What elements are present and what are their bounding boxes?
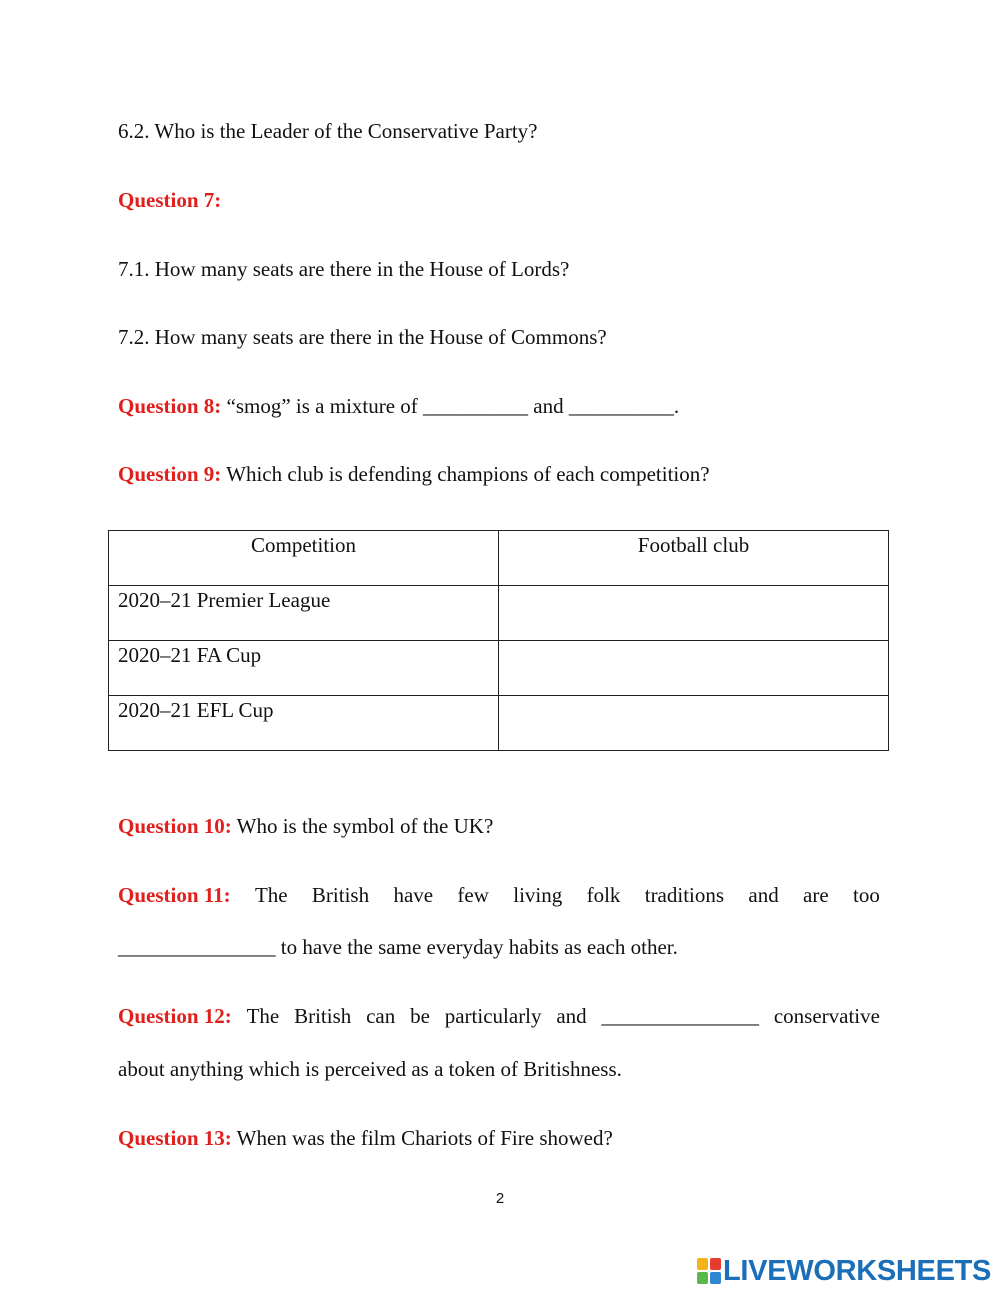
question-8 [118,394,679,418]
table-row [109,586,889,641]
word: British [294,1004,352,1028]
question-8-text: “smog” is a mixture of __________ and __________. [226,394,680,418]
word: The [246,1004,280,1028]
competition-table [108,530,889,751]
question-9-label: Question 9: [118,462,222,486]
question-9 [118,462,710,486]
question-7-heading: Question 7: [118,188,222,212]
brand-name: LIVEWORKSHEETS [723,1254,992,1287]
page-number: 2 [495,1190,505,1207]
table-row [109,641,889,696]
question-7-2: 7.2. How many seats are there in the House of Commons? [118,325,607,349]
question-13-text: When was the film Chariots of Fire showed? [236,1126,613,1150]
word: folk [586,883,621,907]
word: particularly [444,1004,542,1028]
word: living [513,883,563,907]
question-11-line-1 [118,883,880,907]
word: be [410,1004,430,1028]
word: have [393,883,434,907]
word: The [254,883,288,907]
question-10-label: Question 10: [118,814,232,838]
word: conservative [773,1004,880,1028]
table-header-row [109,531,889,586]
question-8-label: Question 8: [118,394,222,418]
question-7-1: 7.1. How many seats are there in the House of Lords? [118,257,570,281]
question-9-text: Which club is defending champions of each competition? [226,462,710,486]
word: and [556,1004,587,1028]
question-6-2: 6.2. Who is the Leader of the Conservative Party? [118,119,538,143]
word: are [803,883,829,907]
word: too [853,883,880,907]
competition-cell: 2020–21 Premier League [109,586,499,641]
header-football-club: Football club [499,531,889,586]
word: can [366,1004,396,1028]
answer-blank: _______________ [601,1004,760,1028]
question-10 [118,814,493,838]
question-11-label: Question 11: [118,883,231,907]
word: and [748,883,779,907]
liveworksheets-logo [697,1254,991,1288]
question-13 [118,1126,613,1150]
header-competition: Competition [109,531,499,586]
table-row [109,696,889,751]
question-12-line-1 [118,1004,880,1028]
question-10-text: Who is the symbol of the UK? [236,814,494,838]
liveworksheets-mark-icon [697,1258,721,1284]
word: traditions [644,883,725,907]
competition-cell: 2020–21 FA Cup [109,641,499,696]
competition-cell: 2020–21 EFL Cup [109,696,499,751]
word: few [457,883,489,907]
question-12-label: Question 12: [118,1004,232,1028]
football-club-answer-cell[interactable] [499,586,889,641]
question-11-line-2: _______________ to have the same everyday habits as each other. [118,935,678,959]
question-13-label: Question 13: [118,1126,232,1150]
question-12-line-2: about anything which is perceived as a token of Britishness. [118,1057,622,1081]
word: British [311,883,370,907]
football-club-answer-cell[interactable] [499,696,889,751]
football-club-answer-cell[interactable] [499,641,889,696]
